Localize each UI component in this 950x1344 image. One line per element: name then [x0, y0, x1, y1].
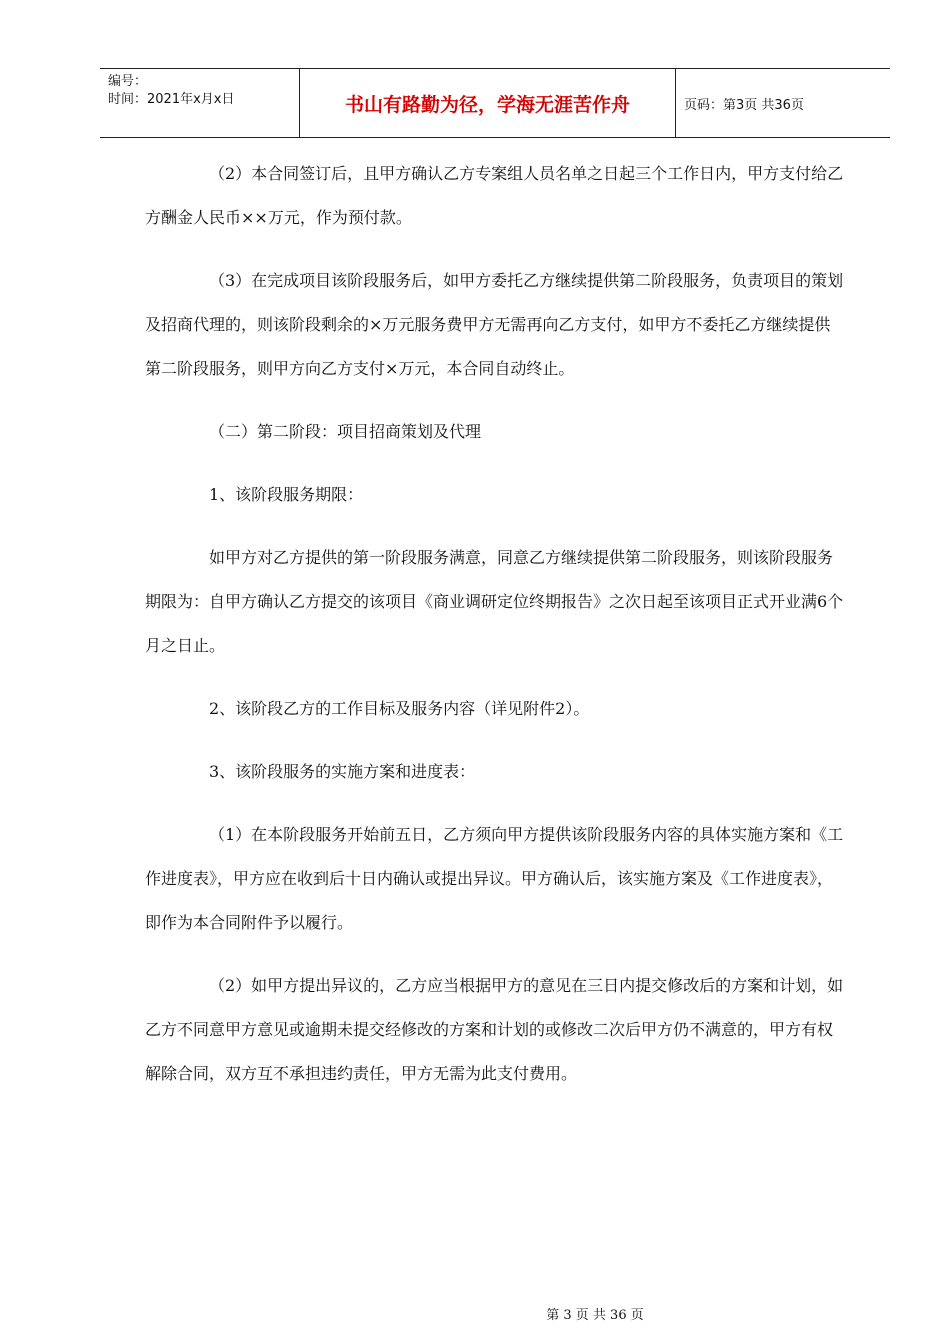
paragraph-payment-2: （2）本合同签订后，且甲方确认乙方专案组人员名单之日起三个工作日内，甲方支付给乙方酬金人民币××万元，作为预付款。 — [145, 164, 844, 227]
paragraph-payment-3: （3）在完成项目该阶段服务后，如甲方委托乙方继续提供第二阶段服务，负责项目的策划及招商代理的，则该阶段剩余的×万元服务费甲方无需再向乙方支付，如甲方不委托乙方继续提供第二阶段服务，则甲方向乙方支付×万元，本合同自动终止。 — [145, 271, 844, 378]
clause-1-heading: 1、该阶段服务期限： — [209, 485, 364, 504]
document-body — [145, 152, 845, 1096]
paragraph-service-period: 如甲方对乙方提供的第一阶段服务满意，同意乙方继续提供第二阶段服务，则该阶段服务期限为：自甲方确认乙方提交的该项目《商业调研定位终期报告》之次日起至该项目正式开业满6个月之日止。 — [145, 548, 844, 655]
page-header — [100, 68, 890, 138]
document-number-label: 编号： — [108, 74, 148, 89]
paragraph-plan-2: （2）如甲方提出异议的，乙方应当根据甲方的意见在三日内提交修改后的方案和计划，如乙方不同意甲方意见或逾期未提交经修改的方案和计划的或修改二次后甲方仍不满意的，甲方有权解除合同，双方互不承担违约责任，甲方无需为此支付费用。 — [145, 976, 844, 1083]
document-date: 时间：2021年x月x日 — [108, 92, 235, 107]
header-meta — [100, 69, 300, 137]
clause-3-heading: 3、该阶段服务的实施方案和进度表： — [209, 762, 476, 781]
header-page-number: 页码：第3页 共36页 — [684, 97, 804, 113]
section-heading-stage-2: （二）第二阶段：项目招商策划及代理 — [209, 422, 482, 441]
page-footer: 第 3 页 共 36 页 — [546, 1308, 644, 1323]
clause-2-heading: 2、该阶段乙方的工作目标及服务内容（详见附件2）。 — [209, 699, 590, 718]
header-motto: 书山有路勤为径，学海无涯苦作舟 — [300, 69, 676, 137]
paragraph-plan-1: （1）在本阶段服务开始前五日，乙方须向甲方提供该阶段服务内容的具体实施方案和《工作进度表》，甲方应在收到后十日内确认或提出异议。甲方确认后，该实施方案及《工作进度表》，即作为本合同附件予以履行。 — [145, 825, 844, 932]
